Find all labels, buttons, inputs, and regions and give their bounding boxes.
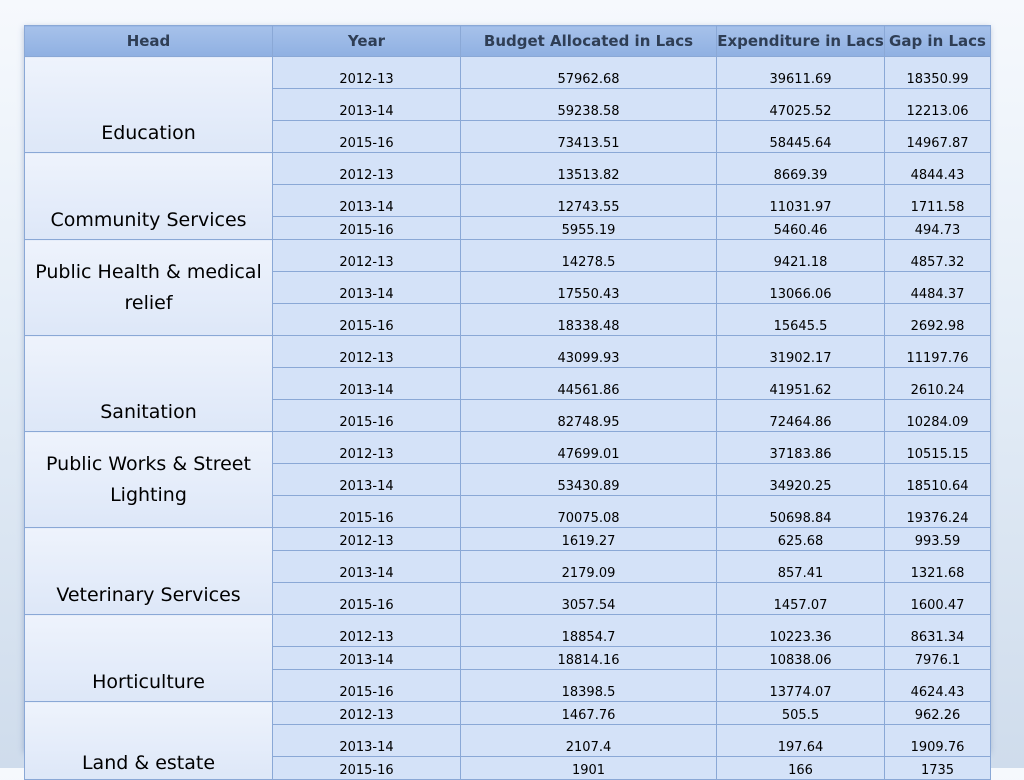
- budget-cell: 5955.19: [461, 217, 717, 240]
- budget-cell: 18814.16: [461, 647, 717, 670]
- year-cell: 2015-16: [273, 121, 461, 153]
- year-cell: 2012-13: [273, 336, 461, 368]
- budget-cell: 73413.51: [461, 121, 717, 153]
- gap-cell: 1321.68: [885, 551, 991, 583]
- expenditure-cell: 166: [717, 757, 885, 780]
- gap-cell: 10515.15: [885, 432, 991, 464]
- expenditure-cell: 13774.07: [717, 670, 885, 702]
- gap-cell: 14967.87: [885, 121, 991, 153]
- gap-cell: 19376.24: [885, 496, 991, 528]
- gap-cell: 4844.43: [885, 153, 991, 185]
- gap-cell: 4484.37: [885, 272, 991, 304]
- gap-cell: 2692.98: [885, 304, 991, 336]
- budget-table-container: [24, 25, 990, 778]
- column-header-expenditure: Expenditure in Lacs: [717, 26, 885, 57]
- table-row: [25, 153, 991, 185]
- budget-cell: 14278.5: [461, 240, 717, 272]
- year-cell: 2012-13: [273, 153, 461, 185]
- table-row: [25, 702, 991, 725]
- gap-cell: 11197.76: [885, 336, 991, 368]
- budget-cell: 3057.54: [461, 583, 717, 615]
- table-row: [25, 528, 991, 551]
- expenditure-cell: 31902.17: [717, 336, 885, 368]
- expenditure-cell: 41951.62: [717, 368, 885, 400]
- expenditure-cell: 15645.5: [717, 304, 885, 336]
- budget-cell: 12743.55: [461, 185, 717, 217]
- row-head-label: Land & estate: [25, 702, 273, 780]
- expenditure-cell: 625.68: [717, 528, 885, 551]
- header-row: [25, 26, 991, 57]
- budget-cell: 44561.86: [461, 368, 717, 400]
- expenditure-cell: 11031.97: [717, 185, 885, 217]
- budget-cell: 18398.5: [461, 670, 717, 702]
- gap-cell: 494.73: [885, 217, 991, 240]
- expenditure-cell: 5460.46: [717, 217, 885, 240]
- expenditure-cell: 47025.52: [717, 89, 885, 121]
- gap-cell: 7976.1: [885, 647, 991, 670]
- table-row: [25, 57, 991, 89]
- budget-cell: 59238.58: [461, 89, 717, 121]
- year-cell: 2013-14: [273, 185, 461, 217]
- gap-cell: 1711.58: [885, 185, 991, 217]
- gap-cell: 993.59: [885, 528, 991, 551]
- year-cell: 2015-16: [273, 400, 461, 432]
- budget-cell: 57962.68: [461, 57, 717, 89]
- year-cell: 2012-13: [273, 240, 461, 272]
- year-cell: 2015-16: [273, 670, 461, 702]
- gap-cell: 4857.32: [885, 240, 991, 272]
- expenditure-cell: 857.41: [717, 551, 885, 583]
- budget-cell: 53430.89: [461, 464, 717, 496]
- budget-cell: 2107.4: [461, 725, 717, 757]
- table-row: [25, 615, 991, 647]
- column-header-budget: Budget Allocated in Lacs: [461, 26, 717, 57]
- budget-cell: 43099.93: [461, 336, 717, 368]
- gap-cell: 1600.47: [885, 583, 991, 615]
- year-cell: 2015-16: [273, 583, 461, 615]
- expenditure-cell: 13066.06: [717, 272, 885, 304]
- year-cell: 2013-14: [273, 647, 461, 670]
- table-row: [25, 336, 991, 368]
- budget-cell: 2179.09: [461, 551, 717, 583]
- expenditure-cell: 8669.39: [717, 153, 885, 185]
- gap-cell: 18350.99: [885, 57, 991, 89]
- row-head-label: Community Services: [25, 153, 273, 240]
- budget-cell: 82748.95: [461, 400, 717, 432]
- expenditure-cell: 197.64: [717, 725, 885, 757]
- column-header-gap: Gap in Lacs: [885, 26, 991, 57]
- gap-cell: 4624.43: [885, 670, 991, 702]
- gap-cell: 1909.76: [885, 725, 991, 757]
- expenditure-cell: 72464.86: [717, 400, 885, 432]
- year-cell: 2012-13: [273, 528, 461, 551]
- year-cell: 2015-16: [273, 496, 461, 528]
- year-cell: 2013-14: [273, 464, 461, 496]
- budget-table: [24, 25, 991, 780]
- year-cell: 2013-14: [273, 551, 461, 583]
- row-head-label: Public Works & Street Lighting: [25, 432, 273, 528]
- table-row: [25, 432, 991, 464]
- expenditure-cell: 1457.07: [717, 583, 885, 615]
- column-header-year: Year: [273, 26, 461, 57]
- row-head-label: Sanitation: [25, 336, 273, 432]
- budget-cell: 18854.7: [461, 615, 717, 647]
- expenditure-cell: 10223.36: [717, 615, 885, 647]
- year-cell: 2012-13: [273, 432, 461, 464]
- budget-cell: 1619.27: [461, 528, 717, 551]
- column-header-head: Head: [25, 26, 273, 57]
- expenditure-cell: 505.5: [717, 702, 885, 725]
- budget-cell: 47699.01: [461, 432, 717, 464]
- row-head-label: Public Health & medical relief: [25, 240, 273, 336]
- year-cell: 2015-16: [273, 217, 461, 240]
- year-cell: 2013-14: [273, 368, 461, 400]
- row-head-label: Veterinary Services: [25, 528, 273, 615]
- budget-cell: 1901: [461, 757, 717, 780]
- year-cell: 2015-16: [273, 304, 461, 336]
- year-cell: 2012-13: [273, 57, 461, 89]
- year-cell: 2015-16: [273, 757, 461, 780]
- year-cell: 2013-14: [273, 725, 461, 757]
- expenditure-cell: 9421.18: [717, 240, 885, 272]
- table-row: [25, 240, 991, 272]
- year-cell: 2013-14: [273, 89, 461, 121]
- gap-cell: 12213.06: [885, 89, 991, 121]
- expenditure-cell: 10838.06: [717, 647, 885, 670]
- year-cell: 2012-13: [273, 702, 461, 725]
- expenditure-cell: 58445.64: [717, 121, 885, 153]
- budget-cell: 17550.43: [461, 272, 717, 304]
- gap-cell: 8631.34: [885, 615, 991, 647]
- row-head-label: Education: [25, 57, 273, 153]
- expenditure-cell: 39611.69: [717, 57, 885, 89]
- budget-cell: 70075.08: [461, 496, 717, 528]
- gap-cell: 962.26: [885, 702, 991, 725]
- gap-cell: 2610.24: [885, 368, 991, 400]
- expenditure-cell: 37183.86: [717, 432, 885, 464]
- gap-cell: 18510.64: [885, 464, 991, 496]
- expenditure-cell: 34920.25: [717, 464, 885, 496]
- year-cell: 2012-13: [273, 615, 461, 647]
- gap-cell: 1735: [885, 757, 991, 780]
- budget-cell: 18338.48: [461, 304, 717, 336]
- gap-cell: 10284.09: [885, 400, 991, 432]
- expenditure-cell: 50698.84: [717, 496, 885, 528]
- budget-cell: 1467.76: [461, 702, 717, 725]
- budget-cell: 13513.82: [461, 153, 717, 185]
- row-head-label: Horticulture: [25, 615, 273, 702]
- year-cell: 2013-14: [273, 272, 461, 304]
